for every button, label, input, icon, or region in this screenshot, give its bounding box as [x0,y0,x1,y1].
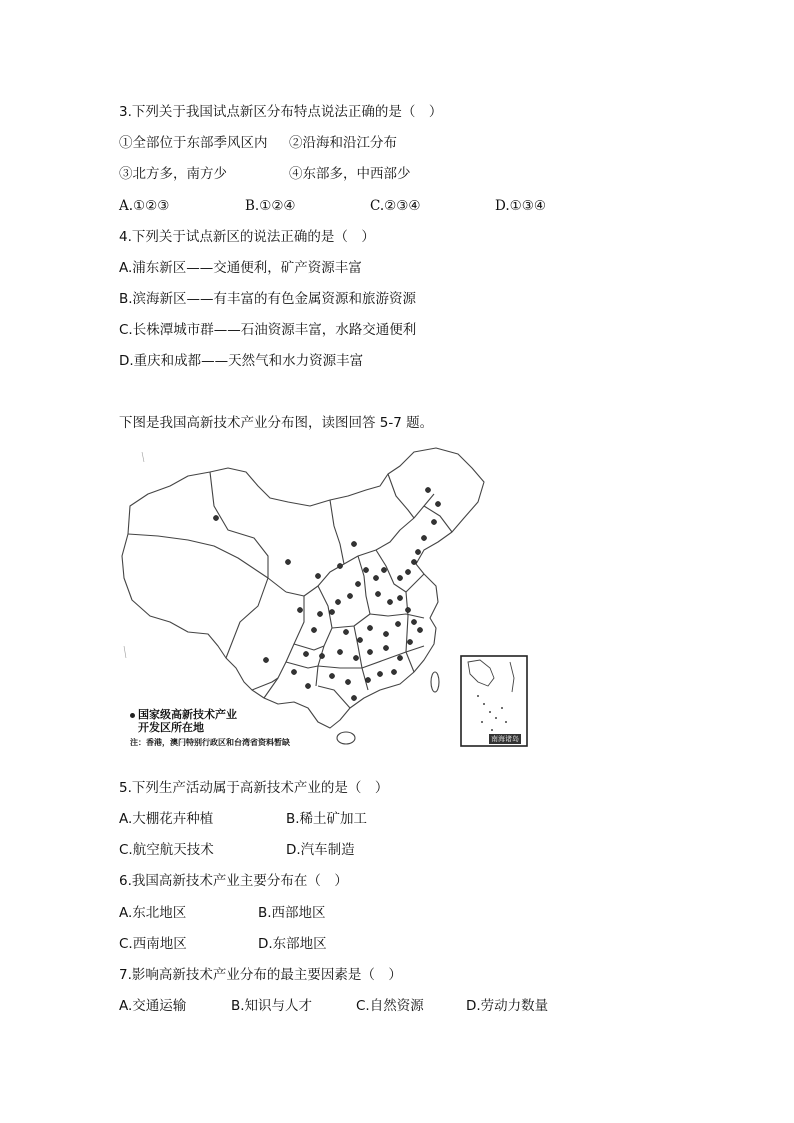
question-6-stem: 6.我国高新技术产业主要分布在（ ） [119,873,348,889]
map-legend [130,708,290,749]
question-3-option-a: A.①②③ [119,198,170,214]
question-5-option-a: A.大棚花卉种植 [119,811,214,827]
south-china-sea-inset [461,656,527,746]
question-7-option-d: D.劳动力数量 [466,998,549,1014]
question-3-item-1: ①全部位于东部季风区内 [119,135,268,151]
map-intro: 下图是我国高新技术产业分布图，读图回答 5-7 题。 [119,415,434,431]
question-4-stem: 4.下列关于试点新区的说法正确的是（ ） [119,229,375,245]
question-6-option-c: C.西南地区 [119,936,187,952]
question-3-option-c: C.②③④ [370,198,421,214]
question-7-option-a: A.交通运输 [119,998,187,1014]
question-5-option-d: D.汽车制造 [286,842,355,858]
inset-label: 南海诸岛 [491,735,519,743]
question-3-item-4: ④东部多，中西部少 [289,166,411,182]
question-4-option-b: B.滨海新区——有丰富的有色金属资源和旅游资源 [119,291,417,307]
question-3-option-b: B.①②④ [245,198,296,214]
question-5-option-c: C.航空航天技术 [119,842,214,858]
question-5-stem: 5.下列生产活动属于高新技术产业的是（ ） [119,780,389,796]
question-5-option-b: B.稀土矿加工 [286,811,368,827]
question-3-option-d: D.①③④ [495,198,546,214]
question-3-item-2: ②沿海和沿江分布 [289,135,397,151]
china-map-graphic [118,446,536,750]
question-6-option-d: D.东部地区 [258,936,327,952]
legend-note: 注：香港，澳门特别行政区和台湾省资料暂缺 [130,737,290,747]
question-3-item-3: ③北方多，南方少 [119,166,227,182]
legend-line-1: 国家级高新技术产业 [138,708,237,721]
question-4-option-a: A.浦东新区——交通便利，矿产资源丰富 [119,260,362,276]
question-7-option-b: B.知识与人才 [231,998,313,1014]
question-6-option-a: A.东北地区 [119,905,187,921]
question-7-option-c: C.自然资源 [356,998,424,1014]
taiwan-island [431,672,439,692]
hainan-island [337,732,355,744]
china-high-tech-map [118,446,536,750]
question-4-option-d: D.重庆和成都——天然气和水力资源丰富 [119,353,364,369]
question-7-stem: 7.影响高新技术产业分布的最主要因素是（ ） [119,967,402,983]
legend-dot-icon [130,713,135,718]
question-4-option-c: C.长株潭城市群——石油资源丰富，水路交通便利 [119,322,417,338]
question-6-option-b: B.西部地区 [258,905,326,921]
question-3-stem: 3.下列关于我国试点新区分布特点说法正确的是（ ） [119,104,443,120]
legend-line-2: 开发区所在地 [138,721,204,734]
